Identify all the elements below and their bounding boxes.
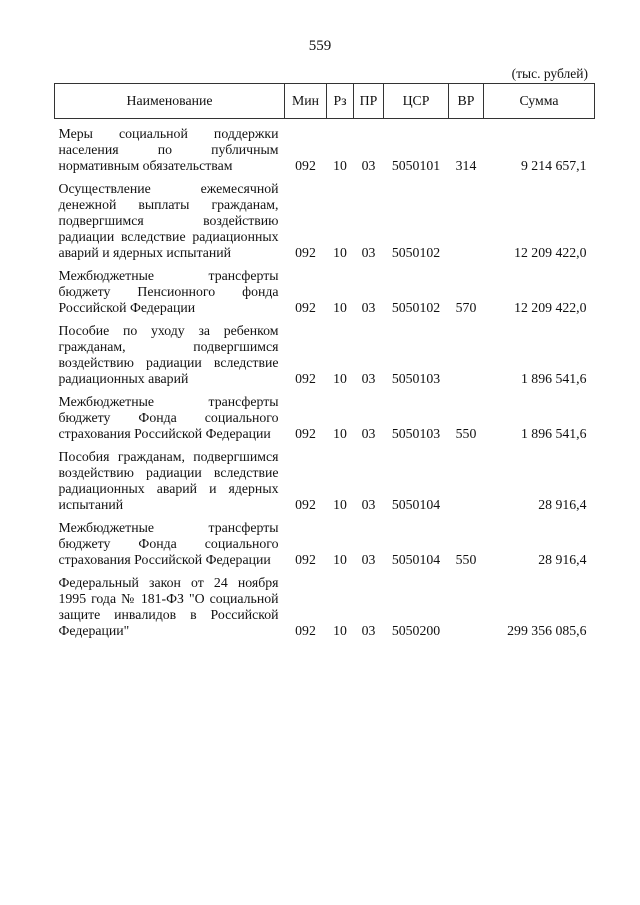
row-min: 092: [295, 300, 316, 315]
row-name: Межбюджетные трансферты бюджету Фонда социального страхования Российской Федерации: [58, 394, 279, 441]
row-csr: 5050104: [391, 552, 441, 567]
row-sum: 1 896 541,6: [520, 426, 587, 441]
row-name: Пособия гражданам, подвергшимся воздействию радиации вследствие радиационных аварий и ядерных испытаний: [58, 449, 279, 512]
row-name: Меры социальной поддержки населения по публичным нормативным обязательствам: [58, 126, 279, 173]
row-vr: [449, 316, 484, 387]
row-sum: 299 356 085,6: [507, 623, 587, 638]
row-pr: 03: [361, 497, 376, 512]
row-csr: 5050101: [391, 158, 441, 173]
row-min: 092: [295, 158, 316, 173]
row-min: 092: [295, 245, 316, 260]
row-name: Пособие по уходу за ребенком гражданам, подвергшимся воздействию радиации вследствие радиационных аварий: [58, 323, 279, 386]
row-vr: 550: [455, 426, 477, 441]
row-csr: 5050103: [391, 371, 441, 386]
row-vr: [449, 568, 484, 639]
row-rz: 10: [333, 371, 347, 386]
table-row: [55, 442, 595, 513]
table-body: [55, 119, 595, 640]
table-row: [55, 174, 595, 261]
row-sum: 1 896 541,6: [520, 371, 587, 386]
row-sum: 12 209 422,0: [514, 245, 587, 260]
row-pr: 03: [361, 300, 376, 315]
row-pr: 03: [361, 158, 376, 173]
table-row: [55, 568, 595, 639]
row-sum: 12 209 422,0: [514, 300, 587, 315]
row-min: 092: [295, 371, 316, 386]
row-rz: 10: [333, 623, 347, 638]
row-rz: 10: [333, 300, 347, 315]
row-pr: 03: [361, 552, 376, 567]
row-vr: 314: [455, 158, 477, 173]
row-pr: 03: [361, 426, 376, 441]
row-csr: 5050200: [391, 623, 441, 638]
row-sum: 9 214 657,1: [520, 158, 587, 173]
page-number: 559: [308, 38, 332, 54]
table-row: [55, 119, 595, 175]
row-name: Межбюджетные трансферты бюджету Пенсионного фонда Российской Федерации: [58, 268, 279, 315]
header-pr: ПР: [354, 84, 384, 119]
row-vr: [449, 174, 484, 261]
row-name: Федеральный закон от 24 ноября 1995 года № 181-ФЗ "О социальной защите инвалидов в Российской Федерации": [58, 575, 279, 638]
row-rz: 10: [333, 245, 347, 260]
row-pr: 03: [361, 371, 376, 386]
table-row: [55, 387, 595, 442]
header-csr: ЦСР: [384, 84, 449, 119]
units-label: (тыс. рублей): [511, 66, 588, 81]
table-row: [55, 513, 595, 568]
row-min: 092: [295, 497, 316, 512]
row-vr: 550: [455, 552, 477, 567]
row-name: Межбюджетные трансферты бюджету Фонда социального страхования Российской Федерации: [58, 520, 279, 567]
row-rz: 10: [333, 497, 347, 512]
row-rz: 10: [333, 552, 347, 567]
header-sum: Сумма: [484, 84, 595, 119]
row-vr: 570: [455, 300, 477, 315]
row-min: 092: [295, 552, 316, 567]
row-name: Осуществление ежемесячной денежной выплаты гражданам, подвергшимся воздействию радиации вследствие радиационных аварий и ядерных испытаний: [58, 181, 279, 260]
header-name: Наименование: [55, 84, 285, 119]
row-rz: 10: [333, 426, 347, 441]
table-row: [55, 261, 595, 316]
row-rz: 10: [333, 158, 347, 173]
row-sum: 28 916,4: [538, 552, 587, 567]
row-csr: 5050104: [391, 497, 441, 512]
row-min: 092: [295, 623, 316, 638]
row-pr: 03: [361, 623, 376, 638]
table-header: [55, 84, 595, 119]
row-min: 092: [295, 426, 316, 441]
header-min: Мин: [285, 84, 327, 119]
budget-table: [54, 83, 595, 639]
row-pr: 03: [361, 245, 376, 260]
header-vr: ВР: [449, 84, 484, 119]
row-csr: 5050102: [391, 245, 441, 260]
header-rz: Рз: [327, 84, 354, 119]
row-csr: 5050103: [391, 426, 441, 441]
table-row: [55, 316, 595, 387]
row-sum: 28 916,4: [538, 497, 587, 512]
row-csr: 5050102: [391, 300, 441, 315]
row-vr: [449, 442, 484, 513]
